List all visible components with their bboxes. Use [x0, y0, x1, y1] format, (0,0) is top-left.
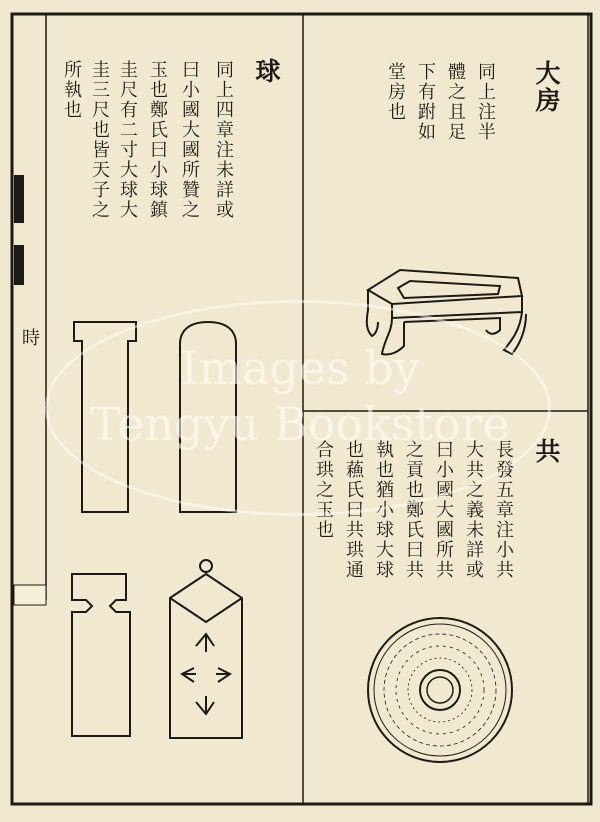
dafang-title: 大房	[532, 60, 561, 114]
qiu-arrow-decorations	[182, 634, 230, 714]
watermark-line-2: Tengyu Bookstore	[90, 397, 510, 451]
gong-line-2: 大共之義未詳或	[463, 440, 484, 580]
qiu-line-5: 圭三尺也皆天子之	[89, 60, 110, 220]
watermark-ellipse	[45, 300, 551, 516]
dafang-line-2: 體之且足	[445, 62, 466, 142]
gong-line-7: 合珙之玉也	[313, 440, 334, 540]
dafang-line-3: 下有跗如	[415, 62, 436, 142]
qiu-line-4: 圭尺有二寸大球大	[117, 60, 138, 220]
gong-disc-illustration	[368, 618, 512, 762]
qiu-line-6: 所執也	[61, 60, 82, 120]
qiu-line-1: 同上四章注未詳或	[213, 60, 234, 220]
qiu-line-3: 玉也鄭氏曰小球鎮	[147, 60, 168, 220]
gong-line-1: 長發五章注小共	[493, 440, 514, 580]
prev-page-char: 時	[19, 328, 40, 348]
dafang-line-4: 堂房也	[385, 62, 406, 122]
qiu-title: 球	[252, 58, 281, 85]
gong-line-6: 也蘓氏曰共珙通	[343, 440, 364, 580]
watermark-line-1: Images by	[180, 341, 420, 395]
prev-page-tab	[14, 585, 46, 605]
gong-line-4: 之貢也鄭氏曰共	[403, 440, 424, 580]
dafang-line-1: 同上注半	[475, 62, 496, 142]
gong-line-5: 執也猶小球大球	[373, 440, 394, 580]
gong-title: 共	[532, 438, 561, 465]
qiu-line-2: 曰小國大國所贊之	[179, 60, 200, 220]
prev-page-mark-2	[14, 245, 24, 285]
gong-line-3: 曰小國大國所共	[433, 440, 454, 580]
prev-page-mark	[14, 175, 24, 223]
